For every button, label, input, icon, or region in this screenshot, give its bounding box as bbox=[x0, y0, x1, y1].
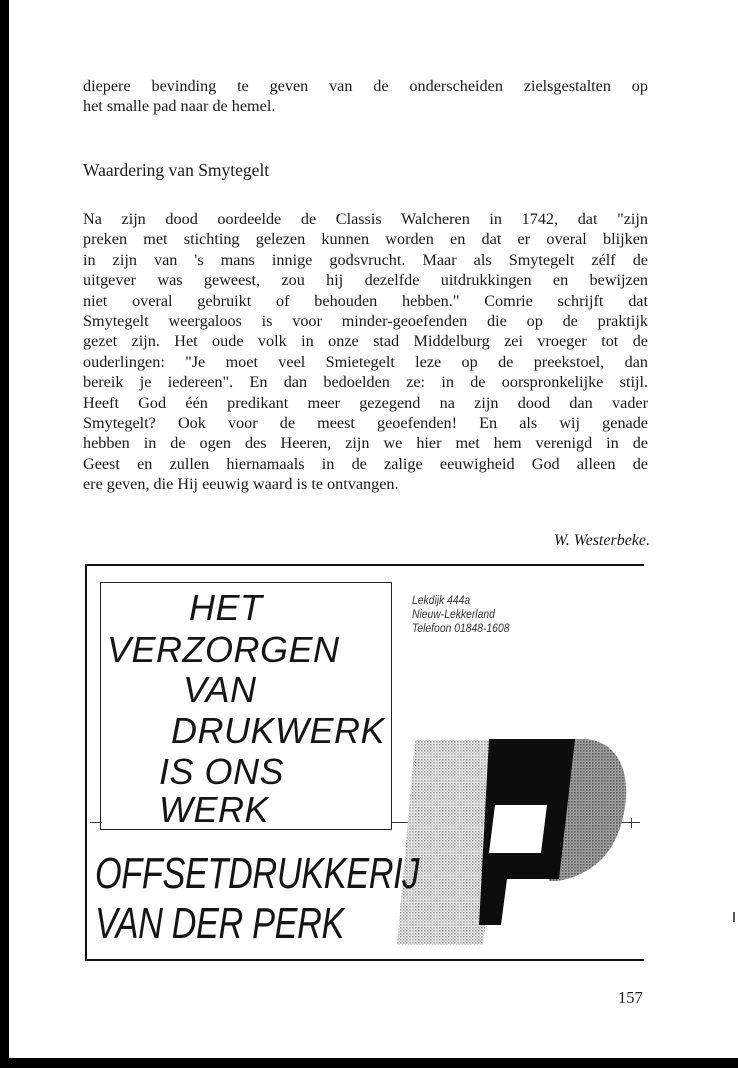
slogan-line: IS ONS bbox=[159, 751, 285, 792]
address-line: Lekdijk 444a bbox=[412, 595, 471, 607]
slogan-line: WERK bbox=[159, 789, 269, 830]
company-name-line: VAN DER PERK bbox=[95, 899, 344, 948]
text-line: uitgever was geweest, zou hij dezelfde uitdrukkingen en bewijzen bbox=[83, 271, 648, 290]
text-line: niet overal gebruikt of behouden hebben." Comrie schrijft dat bbox=[83, 291, 648, 310]
text-line: preken met stichting gelezen kunnen worden en dat er overal blijken bbox=[83, 230, 648, 249]
address-line: Nieuw-Lekkerland bbox=[412, 609, 495, 621]
text-line: Heeft God één predikant meer gezegend na zijn dood dan vader bbox=[83, 393, 648, 412]
ad-divider-tick bbox=[631, 818, 632, 828]
text-line: ere geven, die Hij eeuwig waard is te ontvangen. bbox=[83, 475, 399, 494]
scan-edge-bottom bbox=[0, 1058, 738, 1068]
slogan-line: HET bbox=[189, 587, 263, 628]
text-line: ouderlingen: "Je moet veel Smietegelt leze op de preekstoel, dan bbox=[83, 352, 648, 371]
text-line: in zijn van 's mans innige godsvrucht. Maar als Smytegelt zélf de bbox=[83, 250, 648, 269]
text-line: Na zijn dood oordeelde de Classis Walcheren in 1742, dat "zijn bbox=[83, 210, 648, 228]
p-letter-logo-icon bbox=[397, 735, 629, 951]
slogan-line: VAN bbox=[183, 669, 257, 710]
text-line: diepere bevinding te geven van de onderscheiden zielsgestalten op bbox=[83, 77, 648, 95]
author-signature: W. Westerbeke. bbox=[553, 532, 650, 549]
page-number: 157 bbox=[618, 988, 643, 1007]
ad-border-top bbox=[85, 564, 644, 566]
logo-cut bbox=[489, 805, 547, 853]
scan-mark bbox=[733, 912, 735, 922]
body-paragraph bbox=[83, 209, 648, 495]
text-line: gezet zijn. Het oude volk in onze stad Middelburg zei vroeger tot de bbox=[83, 332, 648, 351]
intro-paragraph bbox=[83, 76, 648, 117]
text-line: bereik je iedereen". En dan bedoelden ze: in de oorspronkelijke stijl. bbox=[83, 373, 648, 392]
ad-divider bbox=[90, 822, 102, 823]
slogan-line: DRUKWERK bbox=[171, 710, 386, 751]
section-heading: Waardering van Smytegelt bbox=[83, 160, 270, 180]
printer-advertisement bbox=[85, 564, 644, 961]
text-line: hebben in de ogen des Heeren, zijn we hier met hem verenigd in de bbox=[83, 434, 648, 453]
text-line: Smytegelt? Ook voor de meest geoefenden! En als wij genade bbox=[83, 414, 648, 433]
scan-edge-left bbox=[0, 0, 9, 1068]
company-name-line: OFFSETDRUKKERIJ bbox=[95, 849, 420, 898]
ad-border-bottom bbox=[85, 959, 644, 961]
text-line: Smytegelt weergaloos is voor minder-geoefenden die op de praktijk bbox=[83, 312, 648, 331]
ad-border-left bbox=[85, 564, 87, 961]
text-line: het smalle pad naar de hemel. bbox=[83, 97, 276, 116]
text-line: Geest en zullen hiernamaals in de zalige eeuwigheid God alleen de bbox=[83, 454, 648, 473]
phone-line: Telefoon 01848-1608 bbox=[412, 623, 510, 635]
slogan-line: VERZORGEN bbox=[107, 629, 340, 670]
